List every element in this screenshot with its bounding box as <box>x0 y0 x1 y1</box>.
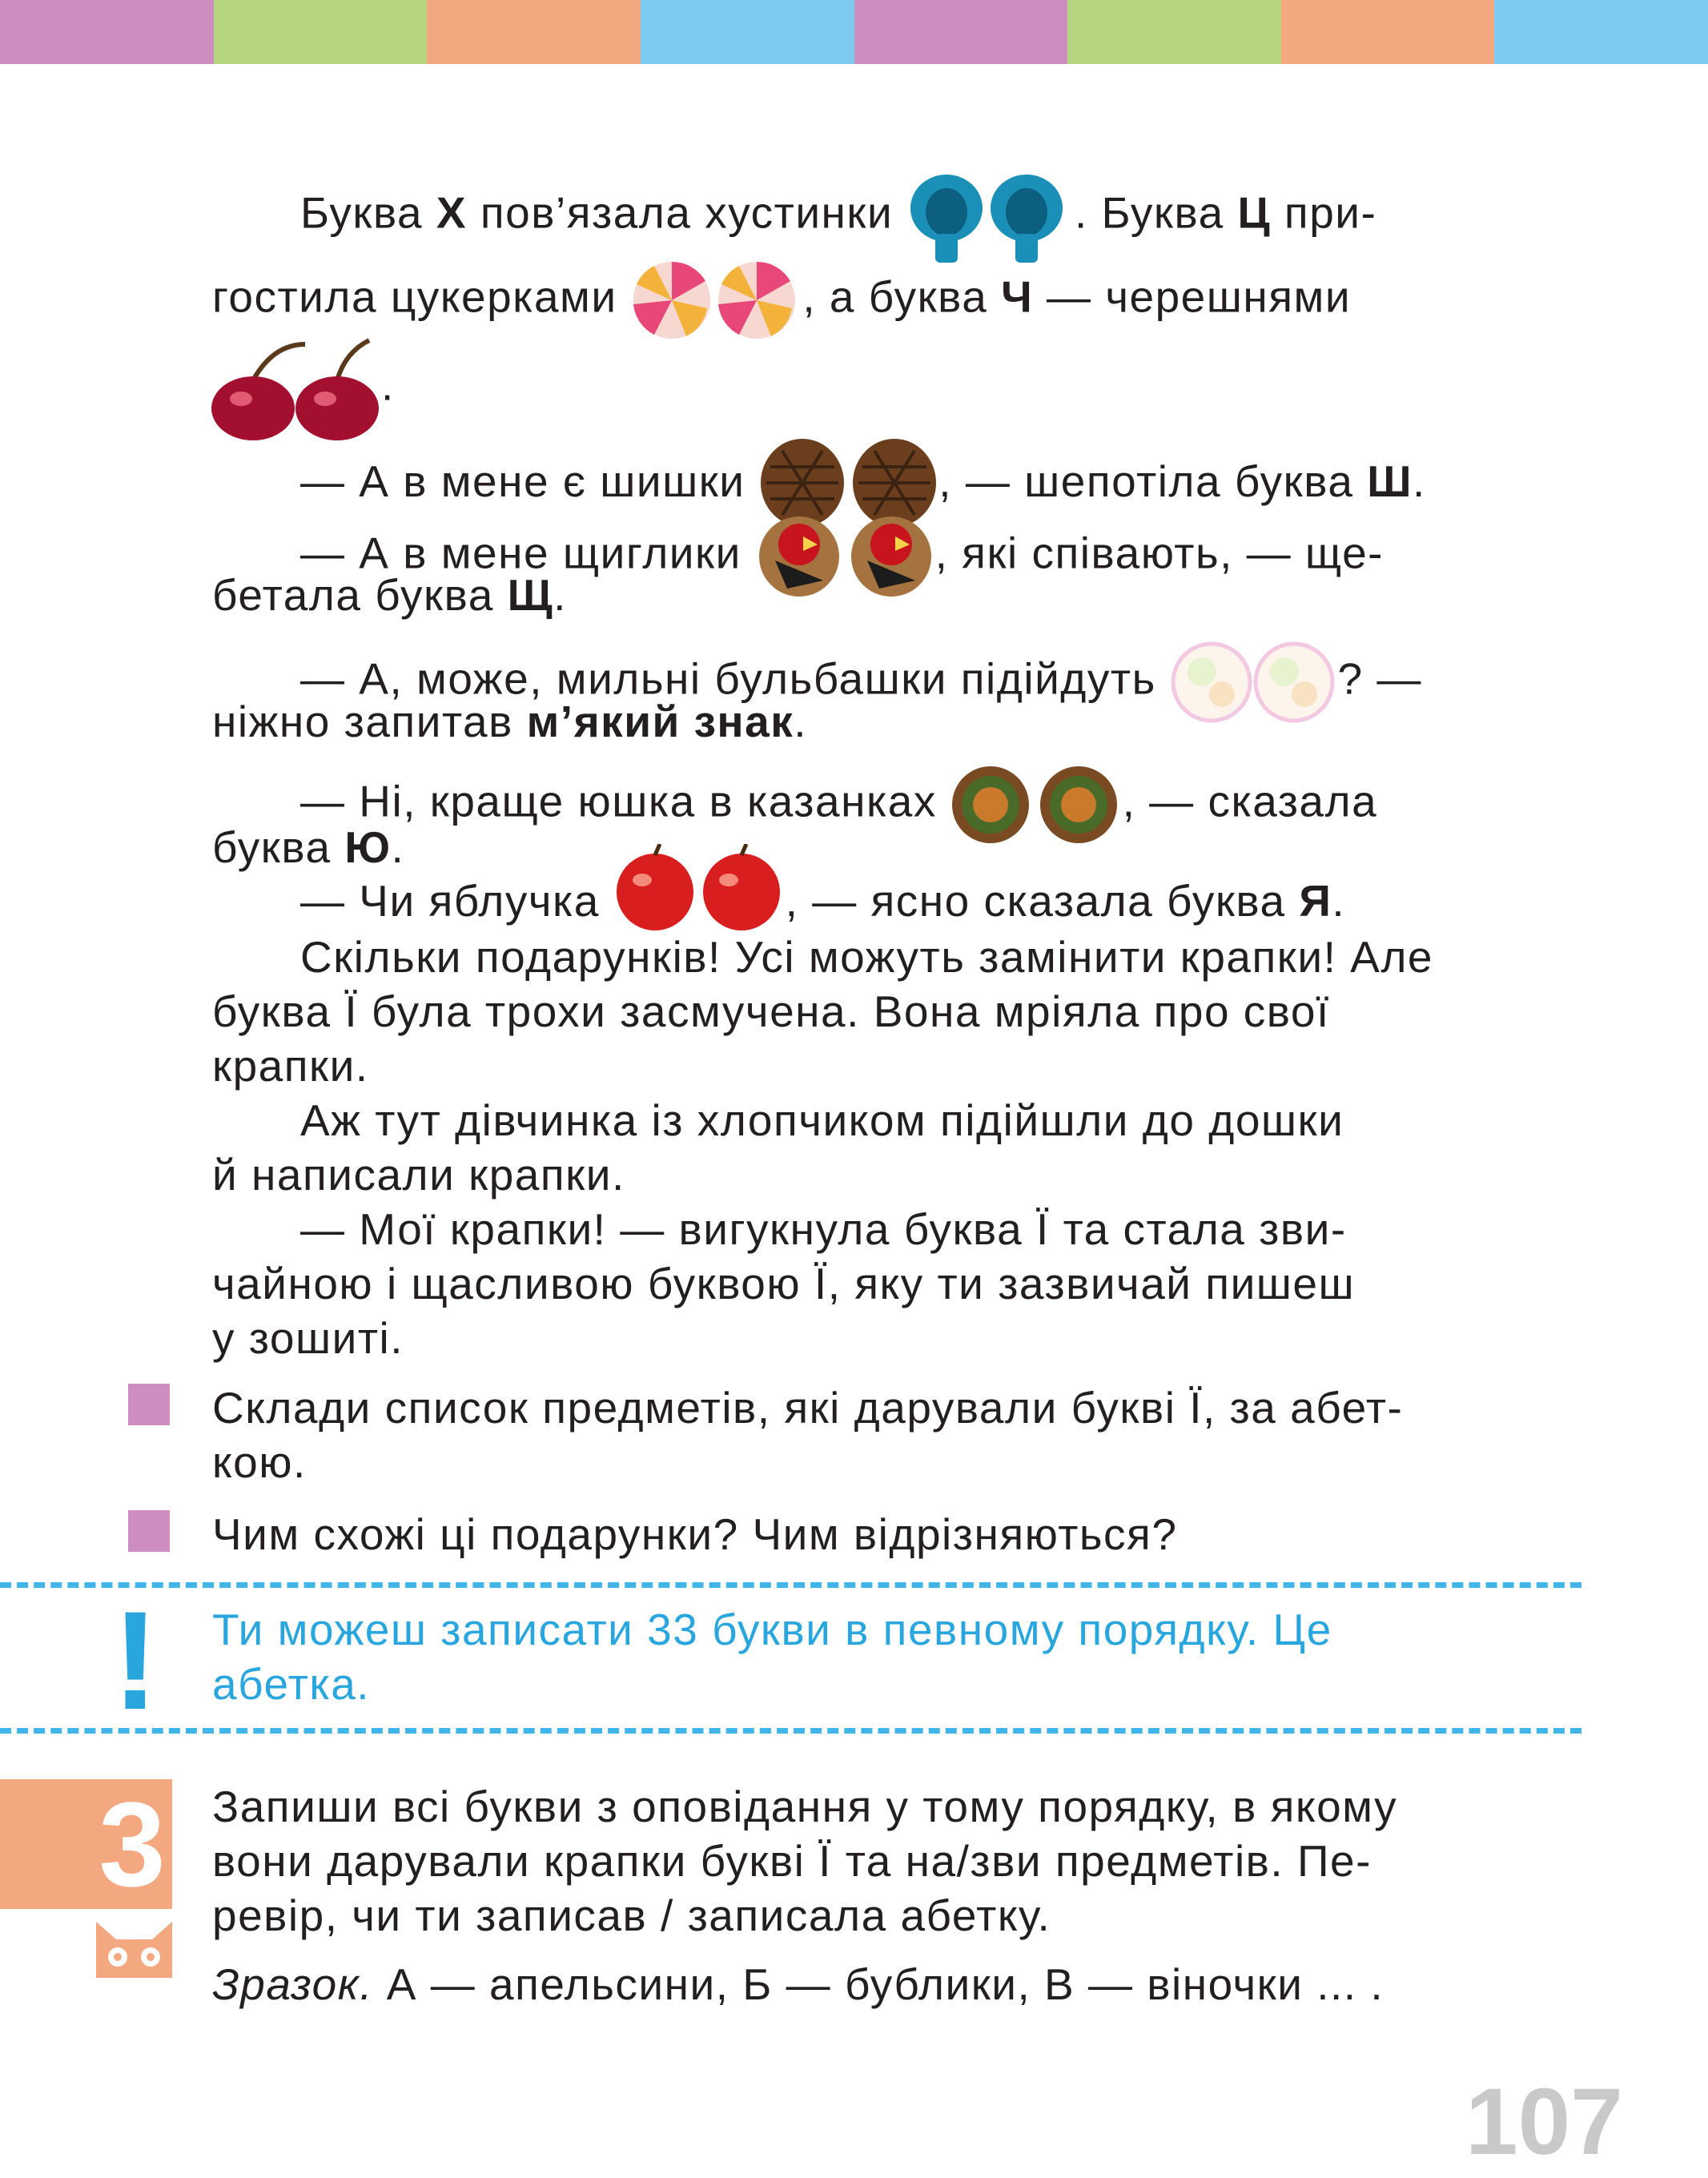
sample-label: Зразок. <box>212 1959 374 2009</box>
story-line: — Чи яблучка , — ясно сказала буква Я. <box>212 873 1670 929</box>
color-segment <box>427 0 641 64</box>
task-text: вони дарували крапки букві Ї та на/зви предметів. Пе- <box>212 1836 1372 1886</box>
story-line: ніжно запитав м’який знак. <box>212 697 808 746</box>
story-line: буква Ї була трохи засмучена. Вона мріяла про свої <box>212 987 1330 1036</box>
sample-text: А — апельсини, Б — бублики, В — віночки ... . <box>373 1959 1384 2009</box>
story-line: . <box>212 336 1581 432</box>
color-segment <box>0 0 214 64</box>
task-number: 3 <box>98 1777 166 1911</box>
story-line: бетала буква Щ. <box>212 570 567 620</box>
story-line: чайною і щасливою буквою Ї, яку ти зазвичай пишеш <box>212 1259 1356 1308</box>
story-line: Аж тут дівчинка із хлопчиком підійшли до дошки <box>300 1095 1344 1145</box>
task-text: Запиши всі букви з оповідання у тому порядку, в якому <box>212 1782 1398 1831</box>
color-segment <box>214 0 428 64</box>
story-line: — Ні, краще юшка в казанках , — сказала <box>212 765 1670 821</box>
cat-icon <box>92 1915 176 1983</box>
page-number: 107 <box>1465 2069 1623 2175</box>
cherries-picture <box>209 336 381 440</box>
story-line: у зошиті. <box>212 1313 404 1363</box>
scarves-picture <box>906 168 1075 264</box>
note-text: Ти можеш записати 33 букви в певному порядку. Це <box>212 1605 1332 1654</box>
story-line: гостила цукерками , а буква Ч — черешнями <box>212 260 1581 316</box>
story-line: — Мої крапки! — вигукнула буква Ї та стала зви- <box>300 1204 1347 1254</box>
note-text: абетка. <box>212 1659 371 1709</box>
story-line: Скільки подарунків! Усі можуть замінити крапки! Але <box>300 932 1434 982</box>
story-line: Буква Х пов’язала хустинки . Буква Ц при- <box>212 168 1670 224</box>
question-bullet <box>128 1510 170 1552</box>
color-segment <box>641 0 854 64</box>
note-divider <box>0 1728 1581 1734</box>
note-divider <box>0 1582 1581 1588</box>
question-text: Склади список предметів, які дарували букві Ї, за абет- <box>212 1383 1404 1433</box>
story-line: крапки. <box>212 1041 369 1091</box>
apples-picture <box>613 844 786 932</box>
question-text: кою. <box>212 1437 307 1487</box>
exclamation-icon: ! <box>112 1583 159 1739</box>
candies-picture <box>630 260 802 340</box>
question-text: Чим схожі ці подарунки? Чим відрізняються? <box>212 1509 1178 1559</box>
color-segment <box>854 0 1068 64</box>
question-bullet <box>128 1384 170 1425</box>
story-line: — А, може, мильні бульбашки підійдуть ? — <box>212 638 1670 694</box>
color-segment <box>1494 0 1708 64</box>
story-line: — А в мене щиглики , які співають, — ще- <box>212 512 1670 569</box>
top-color-bar <box>0 0 1708 64</box>
color-segment <box>1281 0 1495 64</box>
color-segment <box>1067 0 1281 64</box>
story-line: й написали крапки. <box>212 1150 625 1200</box>
task-sample <box>212 1956 1581 2012</box>
story-line: буква Ю. <box>212 822 405 872</box>
task-text: ревір, чи ти записав / записала абетку. <box>212 1891 1051 1940</box>
story-line: — А в мене є шишки , — шепотіла буква Ш. <box>212 439 1670 495</box>
task-number-badge <box>0 1779 172 1909</box>
